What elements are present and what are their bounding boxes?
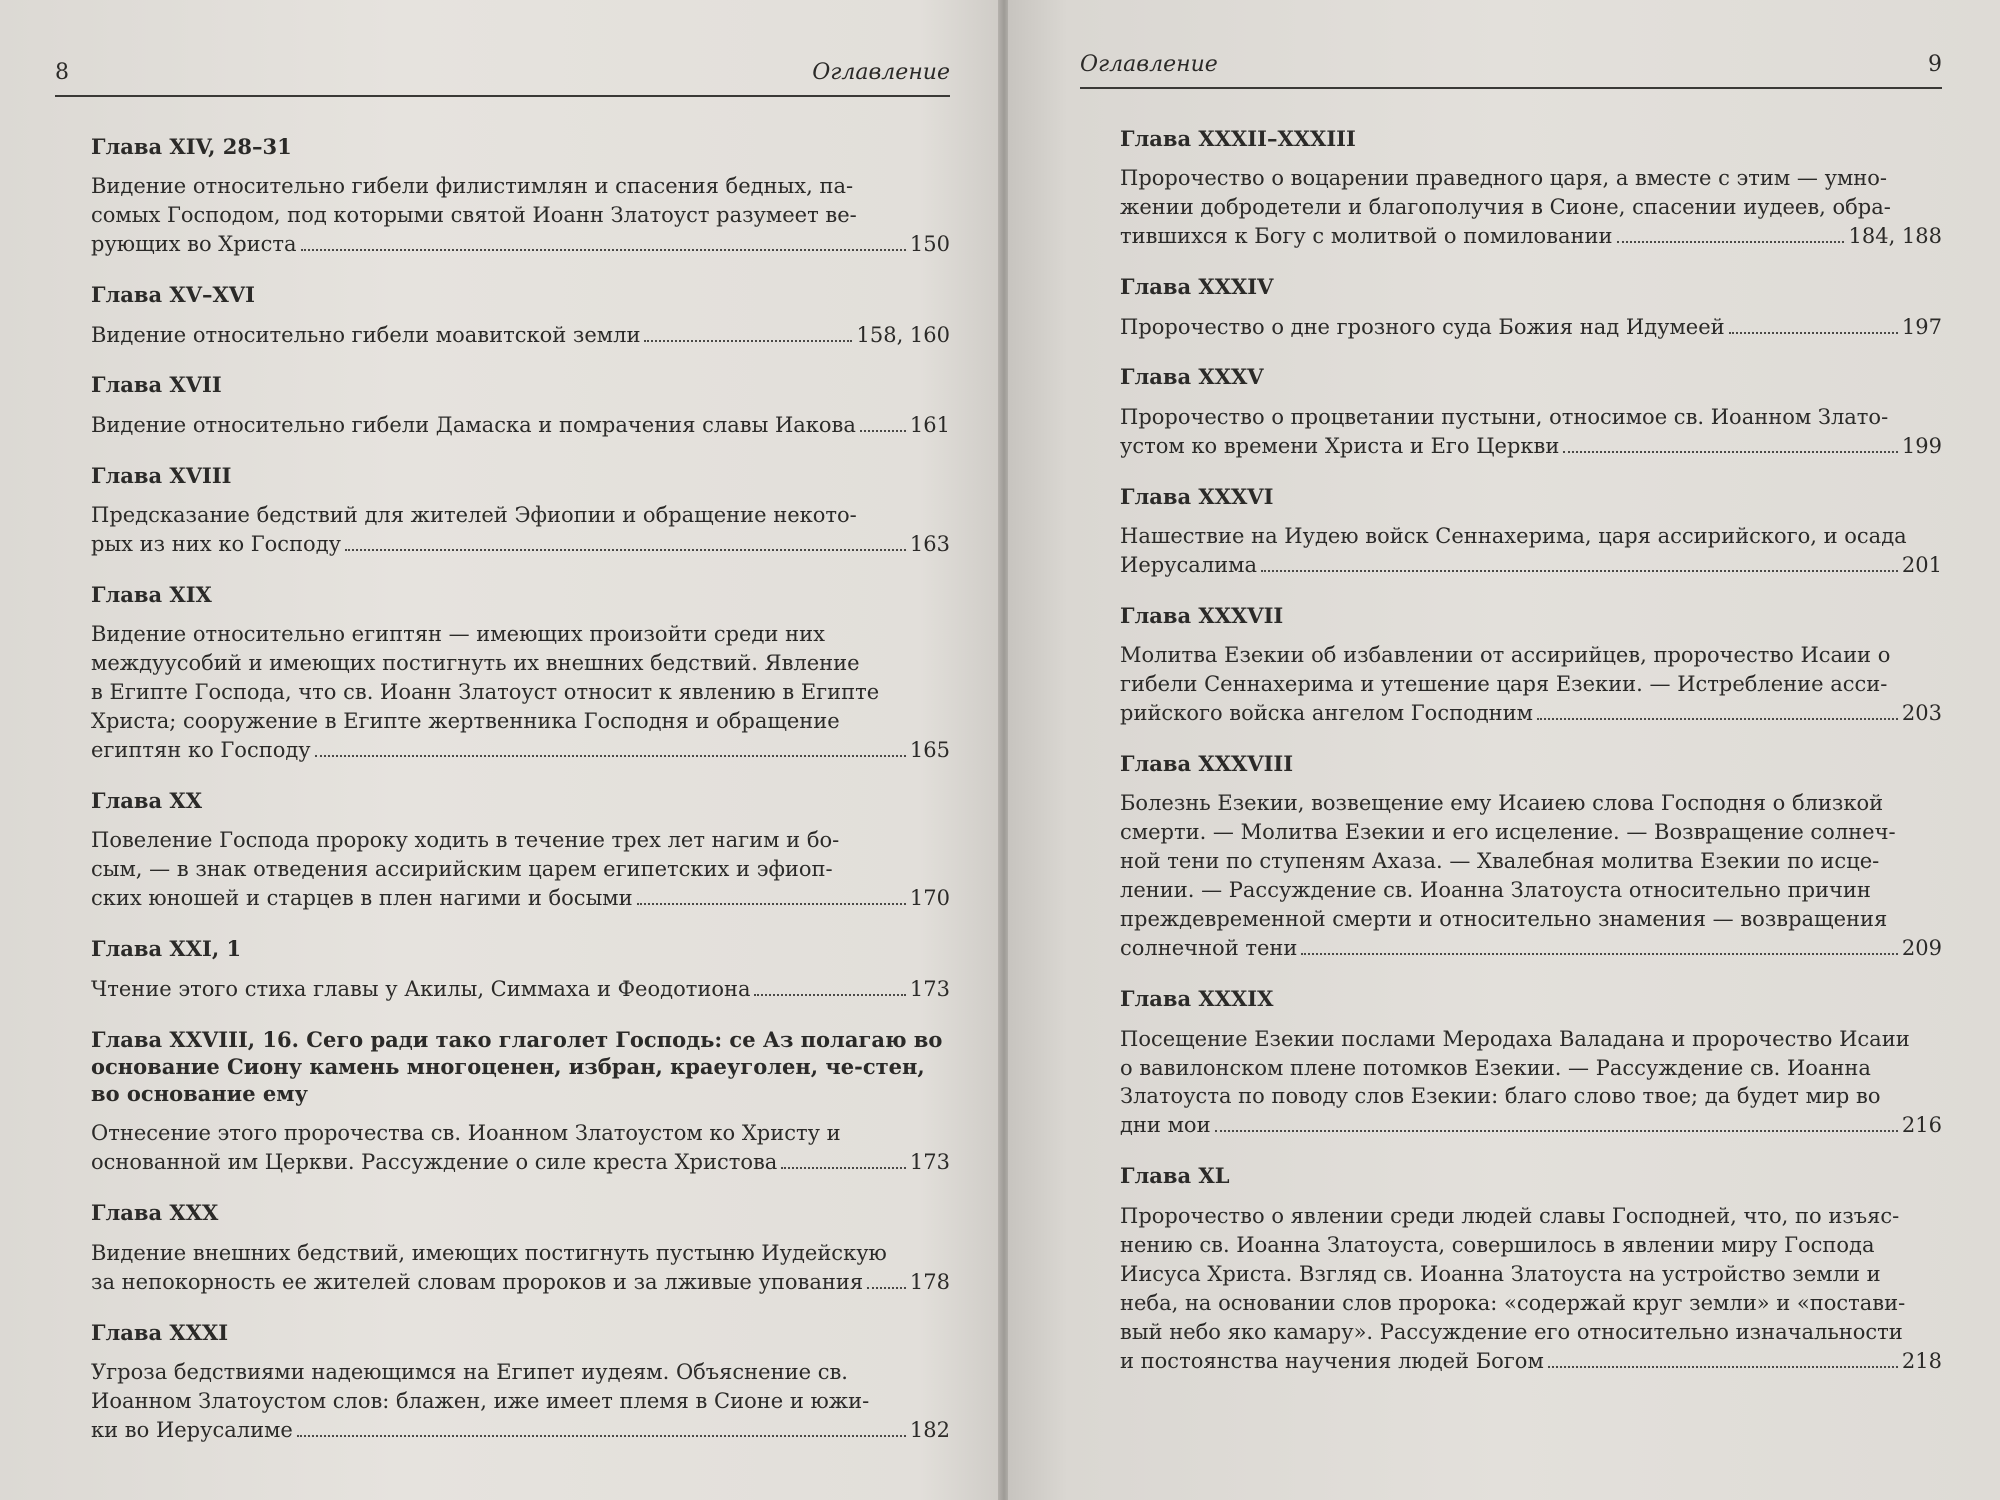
page-reference: 201 — [1901, 552, 1942, 577]
chapter-heading: Глава XX — [91, 788, 203, 814]
entry-leader-line — [1120, 432, 1942, 461]
toc-entry — [91, 281, 950, 349]
toc-entry — [1120, 1162, 1942, 1375]
page-reference: 165 — [909, 738, 950, 763]
chapter-heading: Глава XXXII–XXXIII — [1120, 126, 1356, 151]
chapter-heading: Глава XVIII — [91, 462, 232, 488]
entry-description-line: междуусобий и имеющих постигнуть их внешних бедствий. Явление — [91, 651, 860, 676]
entry-description-line: Молитва Езекии об избавлении от ассирийцев, пророчество Исаии о — [1120, 643, 1891, 668]
page-reference: 203 — [1901, 701, 1942, 726]
entry-description-line: лении. — Рассуждение св. Иоанна Златоуста относительно причин — [1120, 878, 1871, 903]
entry-description-last-line: египтян ко Господу — [91, 738, 311, 763]
chapter-heading: Глава XXXVII — [1120, 602, 1284, 628]
entry-description-last-line: тившихся к Богу с молитвой о помиловании — [1120, 224, 1613, 249]
page-reference: 170 — [909, 886, 950, 911]
page-reference: 182 — [909, 1417, 950, 1442]
dot-leader — [315, 755, 906, 757]
entry-leader-line — [1120, 222, 1942, 251]
entry-leader-line — [1120, 1347, 1942, 1376]
page-reference: 209 — [1901, 936, 1942, 961]
page-number: 8 — [55, 60, 69, 85]
entry-description-last-line: основанной им Церкви. Рассуждение о силе креста Христова — [91, 1150, 778, 1175]
entry-leader-line — [91, 230, 950, 259]
entry-description-line: Пророчество о процветании пустыни, относимое св. Иоанном Злато- — [1120, 404, 1889, 429]
page-reference: 199 — [1901, 433, 1942, 458]
toc-entry — [91, 581, 950, 765]
entry-leader-line — [91, 1416, 950, 1445]
entry-description-line: нению св. Иоанна Златоуста, совершилось в явлении миру Господа — [1120, 1232, 1875, 1257]
entry-description-last-line: рующих во Христа — [91, 232, 297, 257]
entry-description-last-line: рых из них ко Господу — [91, 532, 341, 556]
page-reference: 216 — [1901, 1113, 1942, 1138]
left-page-header — [55, 60, 950, 97]
entry-description-line: жении добродетели и благополучия в Сионе, спасении иудеев, обра- — [1120, 195, 1891, 220]
dot-leader — [1729, 332, 1898, 334]
entry-leader-line — [91, 321, 950, 350]
chapter-heading: Глава XXXV — [1120, 364, 1264, 390]
entry-description-line: неба, на основании слов пророка: «содержай круг земли» и «постави- — [1120, 1290, 1906, 1315]
entry-description-last-line: рийского войска ангелом Господним — [1120, 701, 1533, 726]
entry-description-line: смерти. — Молитва Езекии и его исцеление. — Возвращение солнеч- — [1120, 820, 1896, 845]
toc-list — [55, 133, 950, 1445]
page-reference: 197 — [1901, 314, 1942, 339]
toc-entry — [1120, 750, 1942, 963]
entry-leader-line — [1120, 551, 1942, 580]
page-reference: 173 — [909, 976, 950, 1001]
page-number: 9 — [1928, 52, 1942, 77]
entry-description-line: Болезнь Езекии, возвещение ему Исаиею слова Господня о близкой — [1120, 791, 1884, 816]
entry-description-line: в Египте Господа, что св. Иоанн Златоуст относит к явлению в Египте — [91, 680, 880, 705]
page-reference: 161 — [909, 412, 950, 437]
dot-leader — [1301, 953, 1898, 955]
chapter-heading: Глава XL — [1120, 1163, 1230, 1189]
toc-entry — [1120, 483, 1942, 580]
chapter-heading: Глава XXXIV — [1120, 274, 1274, 300]
entry-leader-line — [91, 736, 950, 765]
toc-entry — [91, 133, 950, 259]
chapter-heading: Глава XXI, 1 — [91, 936, 242, 962]
chapter-heading: Глава XXXI — [91, 1319, 229, 1345]
toc-entry — [1120, 602, 1942, 728]
entry-description-line: Посещение Езекии послами Меродаха Валадана и пророчество Исаии — [1120, 1026, 1910, 1051]
dot-leader — [301, 249, 906, 251]
toc-entry — [1120, 985, 1942, 1140]
toc-entry — [1120, 125, 1942, 251]
entry-leader-line — [91, 884, 950, 913]
entry-description-line: Видение относительно египтян — имеющих произойти среди них — [91, 622, 825, 647]
running-title: Оглавление — [812, 60, 950, 85]
entry-description-last-line: и постоянства научения людей Богом — [1120, 1348, 1544, 1373]
page-reference: 184, 188 — [1848, 224, 1942, 249]
entry-description-line: Предсказание бедствий для жителей Эфиопии и обращение некото- — [91, 503, 857, 528]
page-reference: 173 — [909, 1150, 950, 1175]
entry-description-line: Нашествие на Иудею войск Сеннахерима, царя ассирийского, и осада — [1120, 524, 1907, 548]
toc-entry — [91, 462, 950, 559]
dot-leader — [1215, 1130, 1898, 1132]
dot-leader — [345, 549, 906, 551]
entry-description-line: ной тени по ступеням Ахаза. — Хвалебная молитва Езекии по исце- — [1120, 849, 1880, 874]
toc-entry — [91, 371, 950, 439]
chapter-heading: Глава XV–XVI — [91, 282, 255, 308]
dot-leader — [297, 1435, 906, 1437]
dot-leader — [754, 994, 905, 996]
entry-description-line: преждевременной смерти и относительно знамения — возвращения — [1120, 907, 1888, 932]
chapter-heading: Глава XXXVIII — [1120, 751, 1294, 777]
entry-description-last-line: Пророчество о дне грозного суда Божия над Идумеей — [1120, 314, 1725, 339]
page-reference: 150 — [909, 232, 950, 257]
entry-description-line: Угроза бедствиями надеющимся на Египет иудеям. Объяснение св. — [91, 1359, 848, 1384]
page-reference: 218 — [1901, 1348, 1942, 1373]
entry-leader-line — [91, 1148, 950, 1177]
entry-description-line: Иисуса Христа. Взгляд св. Иоанна Златоуста на устройство земли и — [1120, 1261, 1881, 1286]
entry-description-line: Отнесение этого пророчества св. Иоанном Златоустом ко Христу и — [91, 1121, 841, 1146]
entry-description-line: Видение внешних бедствий, имеющих постигнуть пустыню Иудейскую — [91, 1240, 887, 1265]
entry-description-last-line: солнечной тени — [1120, 936, 1298, 961]
entry-description-line: гибели Сеннахерима и утешение царя Езекии. — Истребление асси- — [1120, 672, 1888, 697]
entry-leader-line — [1120, 934, 1942, 963]
chapter-heading: Глава XXVIII, 16. Сего ради тако глаголет Господь: се Аз полагаю во основание Сиону камень многоценен, избран, краеуголен, че-стен, во основание ему — [91, 1026, 943, 1107]
entry-leader-line — [91, 530, 950, 559]
entry-description-line: сым, — в знак отведения ассирийским царем египетских и эфиоп- — [91, 857, 833, 882]
dot-leader — [644, 340, 852, 342]
entry-description-last-line: Иерусалима — [1120, 552, 1258, 577]
chapter-heading: Глава XIV, 28–31 — [91, 134, 292, 159]
dot-leader — [781, 1167, 906, 1169]
toc-entry — [91, 935, 950, 1003]
entry-description-line: о вавилонском плене потомков Езекии. — Рассуждение св. Иоанна — [1120, 1055, 1871, 1080]
toc-entry — [91, 787, 950, 913]
entry-leader-line — [1120, 313, 1942, 342]
entry-leader-line — [91, 1268, 950, 1297]
running-title: Оглавление — [1080, 52, 1218, 77]
entry-description-last-line: ки во Иерусалиме — [91, 1417, 293, 1442]
toc-list — [1080, 125, 1942, 1376]
dot-leader — [1617, 241, 1845, 243]
entry-description-last-line: за непокорность ее жителей словам пророков и за лживые упования — [91, 1269, 864, 1294]
entry-description-last-line: Видение относительно гибели Дамаска и помрачения славы Иакова — [91, 412, 856, 437]
right-page-header — [1080, 52, 1942, 89]
dot-leader — [1548, 1366, 1898, 1368]
toc-entry — [1120, 363, 1942, 460]
toc-entry — [91, 1026, 950, 1178]
entry-description-line: Златоуста по поводу слов Езекии: благо слово твое; да будет мир во — [1120, 1084, 1881, 1109]
entry-description-last-line: дни мои — [1120, 1113, 1211, 1138]
dot-leader — [867, 1287, 906, 1289]
page-reference: 178 — [909, 1269, 950, 1294]
dot-leader — [860, 430, 906, 432]
dot-leader — [637, 903, 906, 905]
chapter-heading: Глава XVII — [91, 372, 222, 398]
entry-description-last-line: устом ко времени Христа и Его Церкви — [1120, 433, 1560, 458]
entry-description-line: Пророчество о воцарении праведного царя, а вместе с этим — умно- — [1120, 166, 1888, 191]
entry-description-line: Иоанном Златоустом слов: блажен, иже имеет племя в Сионе и южи- — [91, 1388, 870, 1413]
entry-description-line: Пророчество о явлении среди людей славы Господней, что, по изъяс- — [1120, 1203, 1900, 1228]
entry-leader-line — [91, 975, 950, 1004]
entry-description-line: вый небо яко камару». Рассуждение его относительно изначальности — [1120, 1319, 1903, 1344]
chapter-heading: Глава XXXIX — [1120, 986, 1274, 1012]
entry-description-line: Повеление Господа пророку ходить в течение трех лет нагим и бо- — [91, 828, 840, 853]
chapter-heading: Глава XXXVI — [1120, 483, 1274, 509]
chapter-heading: Глава XIX — [91, 581, 212, 607]
dot-leader — [1537, 718, 1898, 720]
entry-description-last-line: Чтение этого стиха главы у Акилы, Симмаха и Феодотиона — [91, 976, 751, 1001]
entry-leader-line — [1120, 699, 1942, 728]
toc-entry — [91, 1319, 950, 1445]
right-page — [1008, 0, 2000, 1500]
dot-leader — [1563, 451, 1898, 453]
entry-description-last-line: ских юношей и старцев в плен нагими и босыми — [91, 886, 633, 911]
entry-description-last-line: Видение относительно гибели моавитской земли — [91, 322, 641, 347]
toc-entry — [1120, 273, 1942, 341]
entry-description-line: Христа; сооружение в Египте жертвенника Господня и обращение — [91, 709, 840, 734]
page-reference: 158, 160 — [856, 322, 950, 347]
toc-entry — [91, 1199, 950, 1296]
dot-leader — [1261, 570, 1898, 572]
entry-leader-line — [1120, 1111, 1942, 1140]
entry-description-line: Видение относительно гибели филистимлян и спасения бедных, па- — [91, 174, 854, 199]
chapter-heading: Глава XXX — [91, 1200, 219, 1226]
page-reference: 163 — [909, 532, 950, 556]
entry-description-line: сомых Господом, под которыми святой Иоанн Златоуст разумеет ве- — [91, 203, 857, 228]
entry-leader-line — [91, 411, 950, 440]
